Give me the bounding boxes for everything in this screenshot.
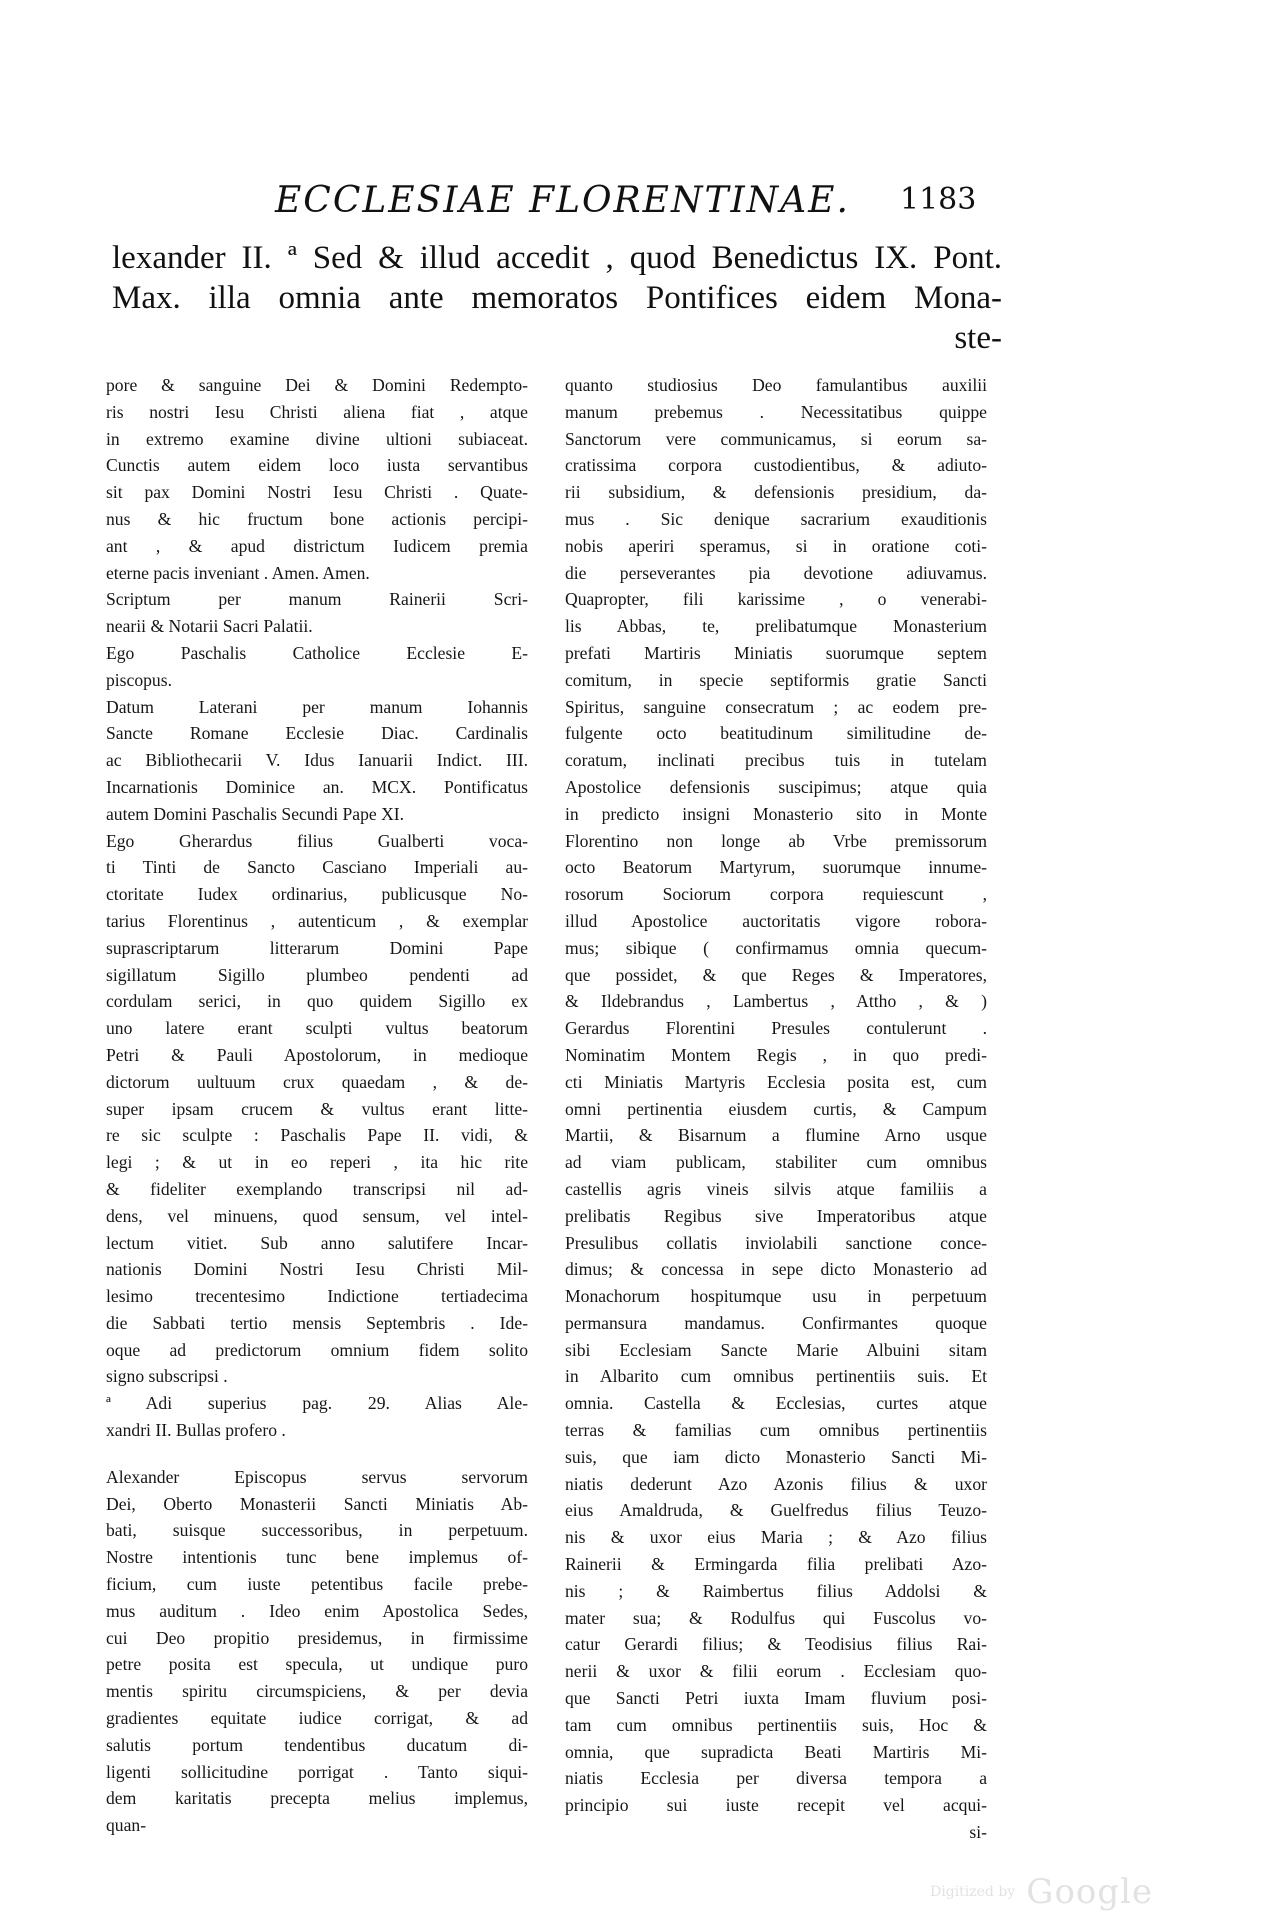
text-line: Sancte Romane Ecclesie Diac. Cardinalis <box>106 723 528 744</box>
text-line: re sic sculpte : Paschalis Pape II. vidi, & <box>106 1125 528 1146</box>
text-line: omnia. Castella & Ecclesias, curtes atque <box>565 1393 987 1414</box>
text-line: dictorum uultuum crux quaedam , & de- <box>106 1071 528 1092</box>
text-line: legi ; & ut in eo reperi , ita hic rite <box>106 1152 528 1173</box>
text-line: pore & sanguine Dei & Domini Redempto- <box>106 375 528 395</box>
text-line: Martii, & Bisarnum a flumine Arno usque <box>565 1125 987 1146</box>
text-line: omnia, que supradicta Beati Martiris Mi- <box>565 1741 987 1762</box>
text-line: nus & hic fructum bone actionis percipi- <box>106 508 528 529</box>
text-line: piscopus. <box>106 669 172 690</box>
digitized-watermark <box>930 1872 1153 1912</box>
text-line: ad viam publicam, stabiliter cum omnibus <box>565 1152 987 1173</box>
text-line: comitum, in specie septiformis gratie Sancti <box>565 669 987 690</box>
lead-line: lexander II. ª Sed & illud accedit , quod Benedictus IX. Pont. <box>112 240 1002 276</box>
text-line: permansura mandamus. Confirmantes quoque <box>565 1312 987 1333</box>
text-line: dem karitatis precepta melius implemus, <box>106 1788 528 1809</box>
text-line: Quapropter, fili karissime , o venerabi- <box>565 589 987 610</box>
text-line: fulgente octo beatitudinum similitudine de- <box>565 723 987 744</box>
text-line: Ego Paschalis Catholice Ecclesie E- <box>106 642 528 663</box>
left-column <box>106 372 528 1839</box>
text-line: Sanctorum vere communicamus, si eorum sa- <box>565 428 987 449</box>
text-line: gradientes equitate iudice corrigat, & ad <box>106 1708 528 1729</box>
text-line: & Ildebrandus , Lambertus , Attho , & ) <box>565 991 987 1012</box>
text-line: Spiritus, sanguine consecratum ; ac eodem pre- <box>565 696 987 717</box>
text-line: in Albarito cum omnibus pertinentiis suis. Et <box>565 1366 987 1387</box>
text-line: bati, suisque successoribus, in perpetuum. <box>106 1520 528 1541</box>
text-line: Cunctis autem eidem loco iusta servantibus <box>106 455 528 476</box>
text-line: que Sancti Petri iuxta Imam fluvium posi- <box>565 1688 987 1709</box>
text-line: xandri II. Bullas profero . <box>106 1420 286 1441</box>
text-line: niatis dederunt Azo Azonis filius & uxor <box>565 1473 987 1494</box>
text-line: octo Beatorum Martyrum, suorumque innume- <box>565 857 987 878</box>
text-line: lectum vitiet. Sub anno salutifere Incar- <box>106 1232 528 1253</box>
text-line: cordulam serici, in quo quidem Sigillo ex <box>106 991 528 1012</box>
text-line: rii subsidium, & defensionis presidium, da- <box>565 482 987 503</box>
text-line: mentis spiritu circumspiciens, & per devia <box>106 1681 528 1702</box>
text-line: principio sui iuste recepit vel acqui- <box>565 1795 987 1816</box>
text-line: ligenti sollicitudine porrigat . Tanto siqui- <box>106 1761 528 1782</box>
text-line: & fideliter exemplando transcripsi nil ad- <box>106 1178 528 1199</box>
text-line: Scriptum per manum Rainerii Scri- <box>106 589 528 610</box>
text-line: sit pax Domini Nostri Iesu Christi . Quate- <box>106 482 528 503</box>
text-line: nearii & Notarii Sacri Palatii. <box>106 616 313 637</box>
text-line: in extremo examine divine ultioni subiaceat. <box>106 428 528 449</box>
text-line: Gerardus Florentini Presules contulerunt . <box>565 1018 987 1039</box>
text-line: Rainerii & Ermingarda filia prelibati Azo- <box>565 1554 987 1575</box>
text-line: cti Miniatis Martyris Ecclesia posita est, cum <box>565 1071 987 1092</box>
text-line: sibi Ecclesiam Sancte Marie Albuini sitam <box>565 1339 987 1360</box>
text-line: Presulibus collatis inviolabili sanctione conce- <box>565 1232 987 1253</box>
text-line: Apostolice defensionis suscipimus; atque quia <box>565 776 987 797</box>
text-line: salutis portum tendentibus ducatum di- <box>106 1734 528 1755</box>
text-line: ª Adi superius pag. 29. Alias Ale- <box>106 1393 528 1414</box>
text-line: manum prebemus . Necessitatibus quippe <box>565 401 987 422</box>
text-line: terras & familias cum omnibus pertinentiis <box>565 1420 987 1441</box>
text-line: ac Bibliothecarii V. Idus Ianuarii Indict. III. <box>106 750 528 771</box>
text-line: lesimo trecentesimo Indictione tertiadecima <box>106 1286 528 1307</box>
text-line: tarius Florentinus , autenticum , & exemplar <box>106 910 528 931</box>
text-line: Datum Laterani per manum Iohannis <box>106 696 528 717</box>
text-line: eterne pacis inveniant . Amen. Amen. <box>106 562 370 583</box>
text-line: mus; sibique ( confirmamus omnia quecum- <box>565 937 987 958</box>
text-line: castellis agris vineis silvis atque familiis a <box>565 1178 987 1199</box>
text-line: in predicto insigni Monasterio sito in Monte <box>565 803 987 824</box>
text-line: nis & uxor eius Maria ; & Azo filius <box>565 1527 987 1548</box>
text-line: Florentino non longe ab Vrbe premissorum <box>565 830 987 851</box>
text-line: ris nostri Iesu Christi aliena fiat , atque <box>106 401 528 422</box>
text-line: uno latere erant sculpti vultus beatorum <box>106 1018 528 1039</box>
catchword: si- <box>969 1822 987 1843</box>
text-line: lis Abbas, te, prelibatumque Monasterium <box>565 616 987 637</box>
text-line: coratum, inclinati precibus tuis in tutelam <box>565 750 987 771</box>
text-line: nobis aperiri speramus, si in oratione coti- <box>565 535 987 556</box>
text-line: Petri & Pauli Apostolorum, in medioque <box>106 1044 528 1065</box>
text-line: omni pertinentia eiusdem curtis, & Campum <box>565 1098 987 1119</box>
text-line: prefati Martiris Miniatis suorumque septem <box>565 642 987 663</box>
text-line: ant , & apud districtum Iudicem premia <box>106 535 528 556</box>
text-line: prelibatis Regibus sive Imperatoribus atque <box>565 1205 987 1226</box>
text-line: Alexander Episcopus servus servorum <box>106 1466 528 1487</box>
text-line: mus auditum . Ideo enim Apostolica Sedes, <box>106 1600 528 1621</box>
text-line: die Sabbati tertio mensis Septembris . Ide- <box>106 1312 528 1333</box>
text-line: petre posita est specula, ut undique puro <box>106 1654 528 1675</box>
text-line: tam cum omnibus pertinentiis suis, Hoc & <box>565 1714 987 1735</box>
right-column <box>565 372 987 1846</box>
text-line: rosorum Sociorum corpora requiescunt , <box>565 884 987 905</box>
text-line: nis ; & Raimbertus filius Addolsi & <box>565 1580 987 1601</box>
text-line: cratissima corpora custodientibus, & adiuto- <box>565 455 987 476</box>
text-line: mus . Sic denique sacrarium exauditionis <box>565 508 987 529</box>
text-line: illud Apostolice auctoritatis vigore robora- <box>565 910 987 931</box>
text-line: niatis Ecclesia per diversa tempora a <box>565 1768 987 1789</box>
page-number: 1183 <box>900 182 977 217</box>
text-line: ti Tinti de Sancto Casciano Imperiali au- <box>106 857 528 878</box>
text-line: ficium, cum iuste petentibus facile prebe- <box>106 1574 528 1595</box>
lead-line: ste- <box>954 320 1002 356</box>
text-line: que possidet, & que Reges & Imperatores, <box>565 964 987 985</box>
text-line: suprascriptarum litterarum Domini Pape <box>106 937 528 958</box>
text-line: eius Amaldruda, & Guelfredus filius Teuzo- <box>565 1500 987 1521</box>
text-line: quanto studiosius Deo famulantibus auxilii <box>565 375 987 395</box>
text-line: Dei, Oberto Monasterii Sancti Miniatis Ab- <box>106 1493 528 1514</box>
text-line: oque ad predictorum omnium fidem solito <box>106 1339 528 1360</box>
text-line: suis, que iam dicto Monasterio Sancti Mi- <box>565 1446 987 1467</box>
text-line: Monachorum hospitumque usu in perpetuum <box>565 1286 987 1307</box>
watermark-small-text: Digitized by <box>930 1884 1016 1900</box>
text-line: Ego Gherardus filius Gualberti voca- <box>106 830 528 851</box>
text-line: ctoritate Iudex ordinarius, publicusque No- <box>106 884 528 905</box>
text-line: sigillatum Sigillo plumbeo pendenti ad <box>106 964 528 985</box>
text-line: Nostre intentionis tunc bene implemus of- <box>106 1547 528 1568</box>
text-line: die perseverantes pia devotione adiuvamus. <box>565 562 987 583</box>
lead-line: Max. illa omnia ante memoratos Pontifices eidem Mona- <box>112 280 1002 316</box>
text-line: cui Deo propitio presidemus, in firmissime <box>106 1627 528 1648</box>
google-logo: Google <box>1026 1872 1154 1912</box>
lead-paragraph <box>112 238 1002 358</box>
text-line: catur Gerardi filius; & Teodisius filius Rai- <box>565 1634 987 1655</box>
text-line: Incarnationis Dominice an. MCX. Pontificatus <box>106 776 528 797</box>
text-line: dimus; & concessa in sepe dicto Monasterio ad <box>565 1259 987 1280</box>
text-line: nationis Domini Nostri Iesu Christi Mil- <box>106 1259 528 1280</box>
text-line: mater sua; & Rodulfus qui Fuscolus vo- <box>565 1607 987 1628</box>
text-line: autem Domini Paschalis Secundi Pape XI. <box>106 803 405 824</box>
paragraph-gap <box>106 1444 528 1464</box>
text-line: dens, vel minuens, quod sensum, vel intel- <box>106 1205 528 1226</box>
text-line: signo subscripsi . <box>106 1366 228 1387</box>
text-line: nerii & uxor & filii eorum . Ecclesiam quo- <box>565 1661 987 1682</box>
text-line: Nominatim Montem Regis , in quo predi- <box>565 1044 987 1065</box>
running-title: ECCLESIAE FLORENTINAE. <box>275 180 850 221</box>
text-line: super ipsam crucem & vultus erant litte- <box>106 1098 528 1119</box>
text-line: quan- <box>106 1815 147 1836</box>
